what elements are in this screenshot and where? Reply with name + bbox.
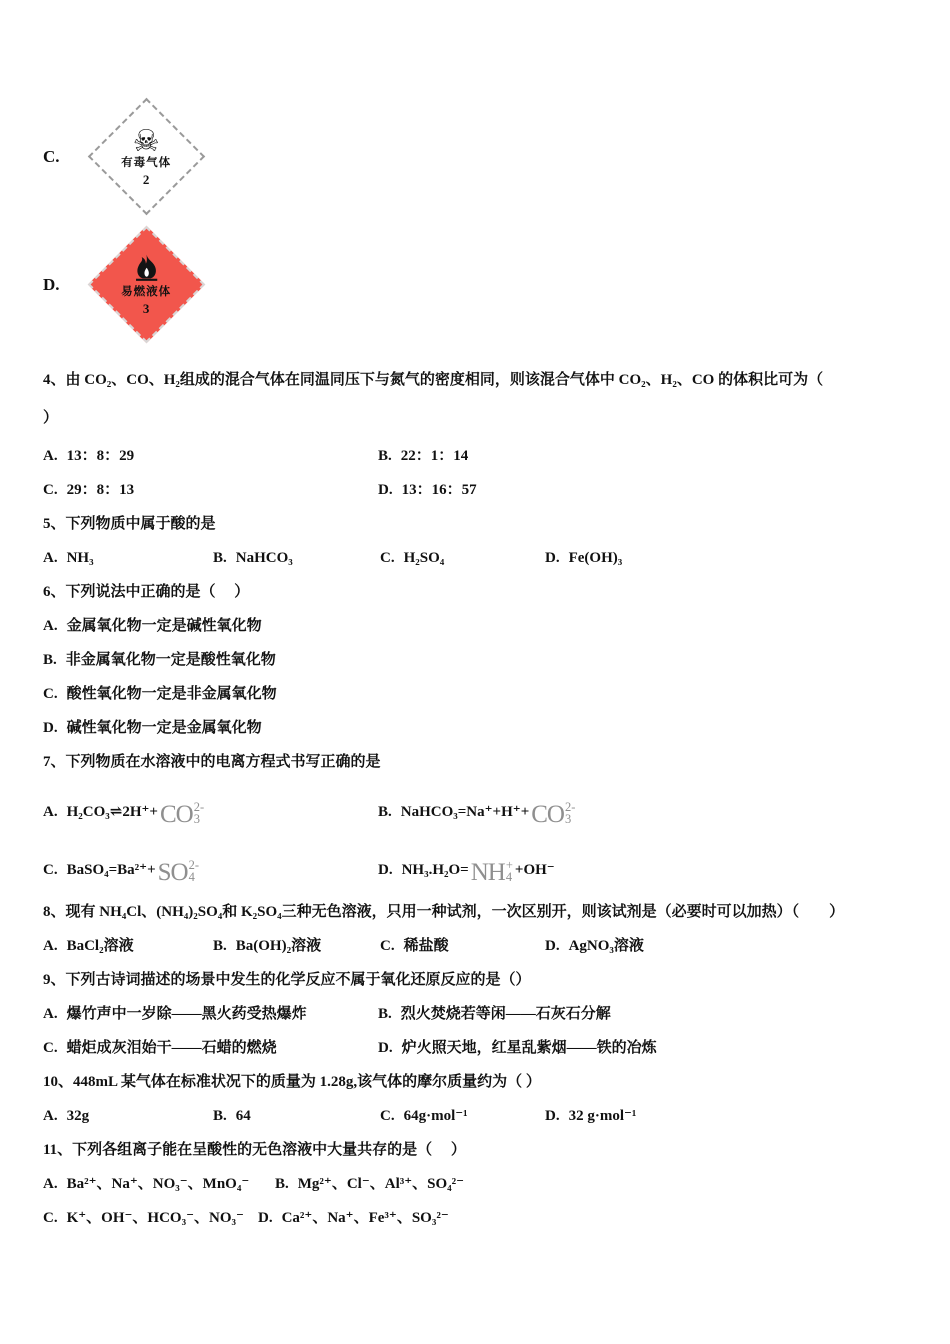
option-text: AgNO₃溶液 xyxy=(568,938,644,954)
ion-superscript: 2- xyxy=(564,800,576,814)
option-label: C. xyxy=(43,686,58,702)
option-text: 29：8：13 xyxy=(66,482,135,498)
question-8-option-d xyxy=(545,929,925,963)
option-text: Ba²⁺、Na⁺、NO₃⁻、MnO₄⁻ xyxy=(66,1176,250,1192)
option-label: A. xyxy=(43,804,58,820)
ion-charge-stack xyxy=(194,801,204,825)
question-5-option-b xyxy=(213,541,380,575)
equation-post: +OH⁻ xyxy=(514,862,555,878)
question-10-options xyxy=(43,1099,925,1133)
ion-subscript: 3 xyxy=(564,812,572,826)
question-7-option-a xyxy=(43,799,378,827)
question-6-option-d xyxy=(43,711,925,745)
ion-subscript: 4 xyxy=(188,870,195,884)
option-text: 32g xyxy=(66,1108,90,1124)
equation-pre: NH₃.H₂O= xyxy=(401,862,469,878)
option-label: D. xyxy=(545,550,560,566)
flammable-liquid-sign xyxy=(87,228,205,341)
equation xyxy=(67,857,201,885)
option-label: D. xyxy=(545,938,560,954)
poison-gas-diamond-content xyxy=(107,123,186,187)
option-label: C. xyxy=(43,862,58,878)
question-6-option-c xyxy=(43,677,925,711)
poison-gas-class-number: 2 xyxy=(142,171,150,187)
question-9-options-row-2 xyxy=(43,1031,925,1065)
question-8-option-a xyxy=(43,929,213,963)
question-11 xyxy=(43,1133,925,1235)
question-9-option-c xyxy=(43,1031,378,1065)
flammable-liquid-class-number: 3 xyxy=(142,300,150,316)
option-text: 碱性氧化物一定是金属氧化物 xyxy=(66,720,262,736)
question-8-option-c xyxy=(380,929,545,963)
option-label: A. xyxy=(43,1108,58,1124)
option-label: B. xyxy=(213,1108,227,1124)
question-4-stem: 4、由 CO₂、CO、H₂组成的混合气体在同温同压下与氮气的密度相同，则该混合气体中 CO₂、H₂、CO 的体积比可为（ xyxy=(43,372,824,388)
question-7-options-row-1 xyxy=(43,779,925,827)
question-7-option-d xyxy=(378,857,925,885)
flame-icon xyxy=(129,254,163,285)
question-11-option-b xyxy=(275,1167,925,1201)
question-11-options-row-1 xyxy=(43,1167,925,1201)
question-10 xyxy=(43,1065,925,1133)
option-label: C. xyxy=(43,482,58,498)
option-text: 稀盐酸 xyxy=(403,938,449,954)
question-7 xyxy=(43,745,925,885)
carbonate-ion-formula: CO 2- 3 xyxy=(531,800,576,828)
equation xyxy=(401,799,578,827)
question-5-options xyxy=(43,541,925,575)
question-7-option-c xyxy=(43,857,378,885)
option-label: A. xyxy=(43,1006,58,1022)
equation-pre: H₂CO₃⇌2H⁺+ xyxy=(66,804,158,820)
question-9-option-b xyxy=(378,997,925,1031)
question-8-stem: 8、现有 NH₄Cl、(NH₄)₂SO₄和 K₂SO₄三种无色溶液，只用一种试剂，一次区别开，则该试剂是（必要时可以加热）（ ） xyxy=(43,904,845,920)
flammable-liquid-diamond-content xyxy=(107,254,186,316)
option-label: C. xyxy=(380,1108,395,1124)
question-11-option-d xyxy=(258,1201,925,1235)
option-label: D. xyxy=(43,720,58,736)
question-11-option-a xyxy=(43,1167,275,1201)
option-text: 爆竹声中一岁除——黑火药受热爆炸 xyxy=(66,1006,307,1022)
poison-gas-text: 有毒气体 xyxy=(121,156,171,169)
ion-charge-stack xyxy=(506,859,513,883)
question-8-option-b xyxy=(213,929,380,963)
question-4-stem-cont: ） xyxy=(43,410,59,426)
option-label: B. xyxy=(213,938,227,954)
question-10-option-a xyxy=(43,1099,213,1133)
question-10-option-b xyxy=(213,1099,380,1133)
option-label: C. xyxy=(43,1040,58,1056)
question-4-option-b xyxy=(378,439,925,473)
question-11-stem: 11、下列各组离子能在呈酸性的无色溶液中大量共存的是（ ） xyxy=(43,1142,466,1158)
question-10-stem: 10、448mL 某气体在标准状况下的质量为 1.28g,该气体的摩尔质量约为（ ） xyxy=(43,1074,541,1090)
ion-superscript: + xyxy=(505,858,513,872)
option-text: K⁺、OH⁻、HCO₃⁻、NO₃⁻ xyxy=(66,1210,244,1226)
option-label: A. xyxy=(43,448,58,464)
question-9 xyxy=(43,963,925,1065)
option-text: NaHCO₃ xyxy=(235,550,293,566)
option-text: 64 xyxy=(235,1108,251,1124)
poison-gas-sign xyxy=(87,100,205,213)
option-text: 非金属氧化物一定是酸性氧化物 xyxy=(65,652,276,668)
question-9-option-a xyxy=(43,997,378,1031)
option-text: 32 g·mol⁻¹ xyxy=(568,1108,637,1124)
option-text: 烈火焚烧若等闲——石灰石分解 xyxy=(400,1006,611,1022)
question-4-options-row-1 xyxy=(43,439,925,473)
option-label: C. xyxy=(380,938,395,954)
carbonate-ion-formula: CO 2- 3 xyxy=(159,800,205,828)
option-label: A. xyxy=(43,938,58,954)
question-9-stem: 9、下列古诗词描述的场景中发生的化学反应不属于氧化还原反应的是（） xyxy=(43,972,531,988)
option-label: B. xyxy=(43,652,57,668)
option-text: Ca²⁺、Na⁺、Fe³⁺、SO₃²⁻ xyxy=(281,1210,449,1226)
question-4 xyxy=(43,361,925,507)
ion-superscript: 2- xyxy=(193,800,205,814)
question-7-options-row-2 xyxy=(43,837,925,885)
option-label: B. xyxy=(275,1176,289,1192)
question-5-stem: 5、下列物质中属于酸的是 xyxy=(43,516,216,532)
question-10-option-c xyxy=(380,1099,545,1133)
ammonium-ion-formula: NH + 4 xyxy=(470,858,513,886)
question-8 xyxy=(43,895,925,963)
ion-subscript: 4 xyxy=(505,870,513,884)
question-6-stem: 6、下列说法中正确的是（ ） xyxy=(43,584,250,600)
question-11-option-c xyxy=(43,1201,258,1235)
option-text: BaCl₂溶液 xyxy=(66,938,134,954)
option-label: B. xyxy=(213,550,227,566)
hazard-option-c xyxy=(43,100,925,213)
option-label: A. xyxy=(43,618,58,634)
option-text: H₂SO₄ xyxy=(403,550,445,566)
question-8-options xyxy=(43,929,925,963)
flammable-liquid-diamond xyxy=(87,226,204,343)
equation-pre: BaSO₄=Ba²⁺+ xyxy=(66,862,156,878)
question-5 xyxy=(43,507,925,575)
ion-superscript: 2- xyxy=(188,858,200,872)
option-text: 酸性氧化物一定是非金属氧化物 xyxy=(66,686,277,702)
option-label: A. xyxy=(43,550,58,566)
option-label: D. xyxy=(378,862,393,878)
option-text: 炉火照天地，红星乱紫烟——铁的冶炼 xyxy=(401,1040,657,1056)
option-text: 13：8：29 xyxy=(66,448,135,464)
option-label: D. xyxy=(545,1108,560,1124)
sulfate-ion-formula: SO 2- 4 xyxy=(157,858,200,886)
question-4-option-a xyxy=(43,439,378,473)
question-7-stem: 7、下列物质在水溶液中的电离方程式书写正确的是 xyxy=(43,754,381,770)
question-4-option-d xyxy=(378,473,925,507)
ion-charge-stack xyxy=(565,801,575,825)
question-5-option-c xyxy=(380,541,545,575)
poison-gas-diamond xyxy=(87,98,204,215)
option-text: 22：1：14 xyxy=(400,448,469,464)
option-label: A. xyxy=(43,1176,58,1192)
hazard-option-d xyxy=(43,228,925,341)
option-text: 蜡炬成灰泪始干——石蜡的燃烧 xyxy=(66,1040,277,1056)
question-4-option-c xyxy=(43,473,378,507)
option-label: D. xyxy=(378,1040,393,1056)
option-text: 64g·mol⁻¹ xyxy=(403,1108,468,1124)
equation-pre: NaHCO₃=Na⁺+H⁺+ xyxy=(400,804,530,820)
option-label: B. xyxy=(378,448,392,464)
option-text: NH₃ xyxy=(66,550,94,566)
question-11-options-row-2 xyxy=(43,1201,925,1235)
question-6 xyxy=(43,575,925,745)
skull-crossbones-icon: ☠ xyxy=(132,123,160,159)
option-text: 13：16：57 xyxy=(401,482,477,498)
option-label: D. xyxy=(378,482,393,498)
question-7-option-b xyxy=(378,799,925,827)
option-label: B. xyxy=(378,804,392,820)
option-text: Ba(OH)₂溶液 xyxy=(235,938,322,954)
question-6-option-a xyxy=(43,609,925,643)
question-9-option-d xyxy=(378,1031,925,1065)
question-6-option-b xyxy=(43,643,925,677)
ion-charge-stack xyxy=(189,859,199,883)
option-text: Mg²⁺、Cl⁻、Al³⁺、SO₄²⁻ xyxy=(297,1176,465,1192)
flammable-liquid-text: 易燃液体 xyxy=(121,285,171,298)
equation xyxy=(402,857,555,885)
question-5-option-a xyxy=(43,541,213,575)
question-9-options-row-1 xyxy=(43,997,925,1031)
option-label: B. xyxy=(378,1006,392,1022)
ion-subscript: 3 xyxy=(193,812,200,826)
option-c-label: C. xyxy=(43,146,60,166)
option-d-label: D. xyxy=(43,274,60,294)
option-label: D. xyxy=(258,1210,273,1226)
equation xyxy=(67,799,207,827)
option-text: 金属氧化物一定是碱性氧化物 xyxy=(66,618,262,634)
option-label: C. xyxy=(380,550,395,566)
question-10-option-d xyxy=(545,1099,925,1133)
question-5-option-d xyxy=(545,541,925,575)
option-text: Fe(OH)₃ xyxy=(568,550,623,566)
option-label: C. xyxy=(43,1210,58,1226)
question-4-options-row-2 xyxy=(43,473,925,507)
